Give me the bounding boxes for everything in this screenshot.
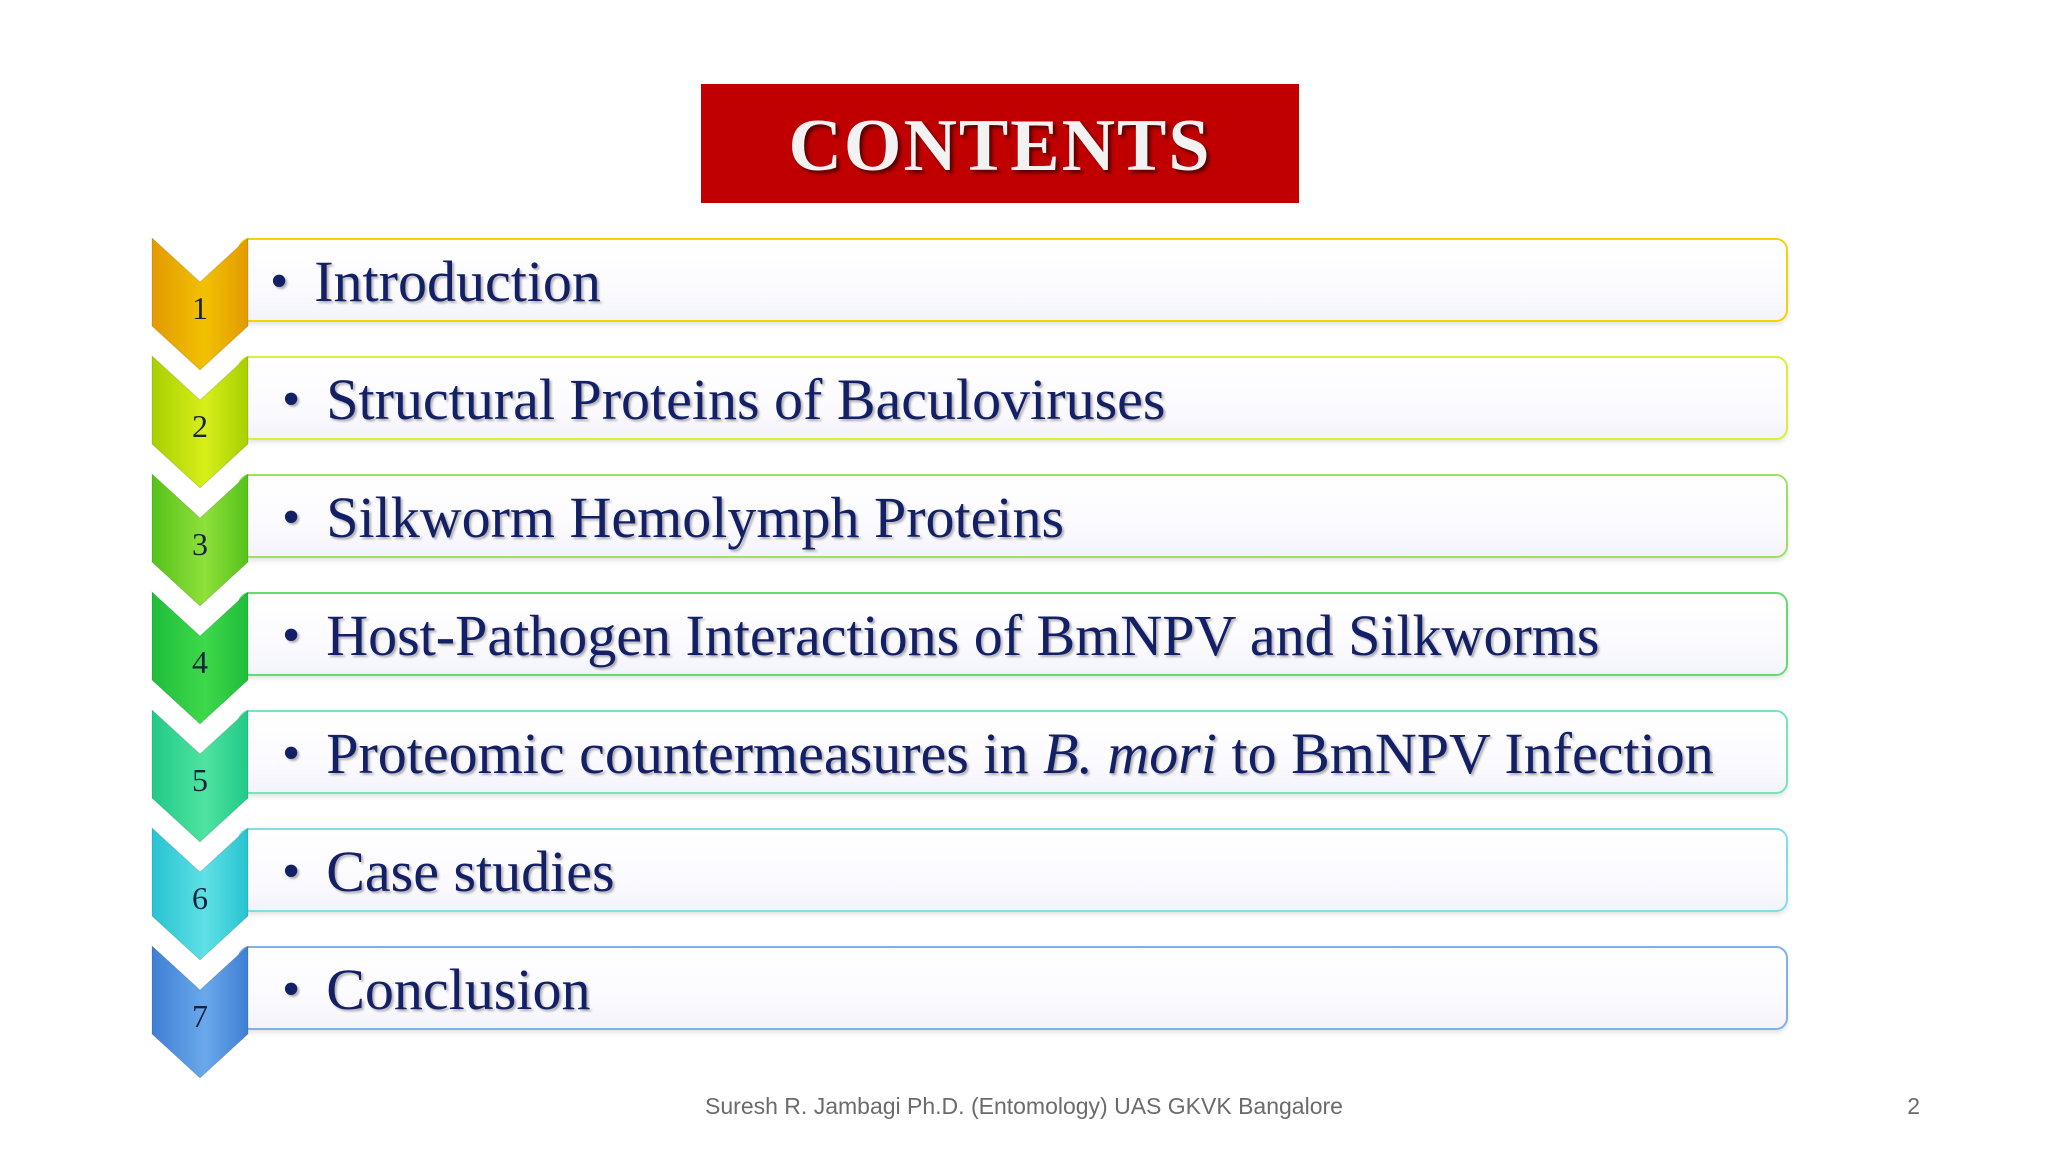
contents-item-4 <box>0 592 2048 722</box>
slide-title: CONTENTS <box>788 104 1212 187</box>
item-label: Silkworm Hemolymph Proteins <box>326 484 1065 550</box>
item-text <box>270 248 601 314</box>
item-label: Host-Pathogen Interactions of BmNPV and Silkworms <box>326 602 1600 668</box>
item-text <box>282 484 1064 550</box>
item-number: 1 <box>192 290 208 326</box>
item-number: 5 <box>192 762 208 798</box>
contents-item-6 <box>0 828 2048 958</box>
item-number: 6 <box>192 880 208 916</box>
bullet-icon: • <box>282 370 301 428</box>
slide-footer: Suresh R. Jambagi Ph.D. (Entomology) UAS GKVK Bangalore <box>705 1093 1343 1119</box>
contents-item-7 <box>0 946 2048 1076</box>
bullet-icon: • <box>282 842 301 900</box>
item-number: 3 <box>192 526 208 562</box>
bullet-icon: • <box>282 488 301 546</box>
item-label: Conclusion <box>326 956 591 1022</box>
item-text <box>282 838 615 904</box>
bullet-icon: • <box>282 606 301 664</box>
species-name: B. mori <box>1042 720 1217 786</box>
slide-number: 2 <box>1907 1093 1920 1119</box>
item-number: 4 <box>192 644 208 680</box>
item-label: Case studies <box>326 838 615 904</box>
item-label <box>326 720 1713 787</box>
item-label: Introduction <box>314 248 601 314</box>
item-text <box>282 602 1599 668</box>
contents-item-5 <box>0 710 2048 840</box>
item-label-part: to BmNPV Infection <box>1216 720 1714 786</box>
item-text <box>282 720 1714 786</box>
item-number: 7 <box>192 998 208 1034</box>
contents-item-1 <box>0 238 2048 368</box>
item-label-part: Proteomic countermeasures in <box>326 720 1043 786</box>
contents-item-2 <box>0 356 2048 486</box>
item-number: 2 <box>192 408 208 444</box>
bullet-icon: • <box>270 252 289 310</box>
item-text <box>282 366 1165 432</box>
bullet-icon: • <box>282 960 301 1018</box>
bullet-icon: • <box>282 724 301 782</box>
contents-item-3 <box>0 474 2048 604</box>
item-text <box>282 956 590 1022</box>
item-label: Structural Proteins of Baculoviruses <box>326 366 1166 432</box>
